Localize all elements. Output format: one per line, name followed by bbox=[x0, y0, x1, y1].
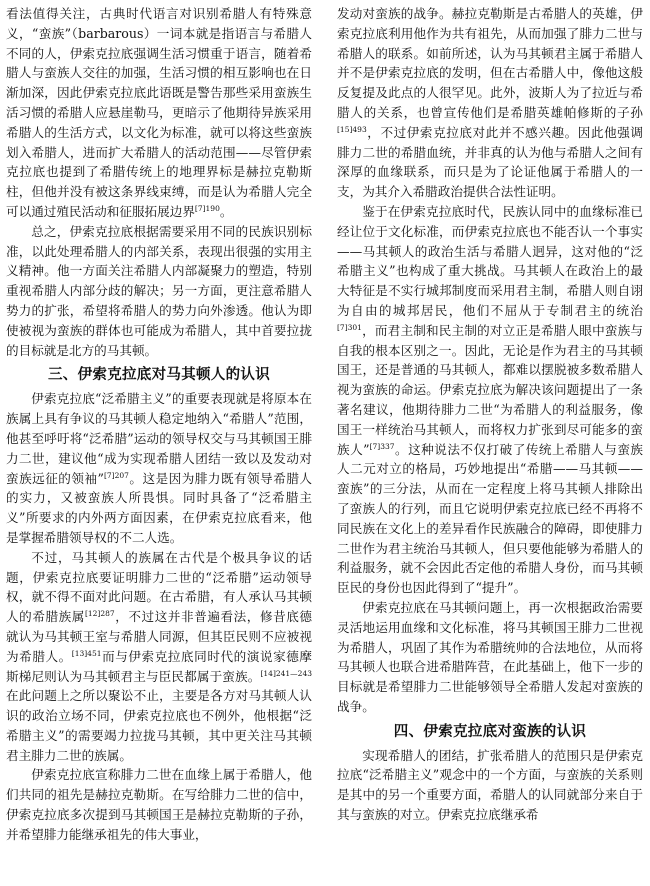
citation: [7]337 bbox=[369, 441, 395, 451]
citation: [15]493 bbox=[337, 124, 367, 134]
right-column bbox=[337, 4, 643, 825]
paragraph: 看法值得关注，古典时代语言对识别希腊人有特殊意义，“蛮族”（barbarous）一词本就是指语言与希腊人不同的人，伊索克拉底强调生活习惯重于语言，随着希腊人与蛮族人交往的加强，生活习惯的相互影响也在日渐加深，因此伊索克拉底此语既是警告那些采用蛮族生活习惯的希腊人应悬崖勒马，更暗示了他期待异族采用希腊人的生活方式，以文化为标准，就可以将这些蛮族划入希腊人，进而扩大希腊人的活动范围——尽管伊索克拉底也提到了希腊传统上的地理界标是赫拉克勒斯柱，但他并没有被这条界线束缚，而是认为希腊人完全可以通过殖民活动和征服拓展边界$^{[7]190}$。 bbox=[6, 6, 312, 219]
citation: [7]301 bbox=[337, 322, 362, 332]
paragraph: 总之，伊索克拉底根据需要采用不同的民族识别标准，以此处理希腊人的内部关系，表现出很强的实用主义精神。他一方面关注希腊人内部凝聚力的塑造，特别重视希腊人内部分歧的解决；另一方面，更注意希腊人势力的扩张，希望将希腊人的势力向外渗透。他认为即使被视为蛮族的群体也可能成为希腊人，其中首要拉拢的目标就是北方的马其顿。 bbox=[6, 223, 312, 358]
section-heading: 四、伊索克拉底对蛮族的认识 bbox=[393, 723, 587, 740]
citation: [7]190 bbox=[194, 203, 220, 213]
paragraph: 伊索克拉底“泛希腊主义”的重要表现就是将原本在族属上具有争议的马其顿人稳定地纳入“希腊人”范围，他甚至呼吁将“泛希腊”运动的领导权交与马其顿国王腓力二世，建议他“成为实现希腊人团结一致以及发动对蛮族远征的领袖”$^{[7]207}$。这是因为腓力既有领导希腊人的实力，又被蛮族人所畏惧。同时具备了“泛希腊主义”所要求的内外两方面因素，在伊索克拉底看来，他是掌握希腊领导权的不二人选。 bbox=[6, 391, 313, 545]
citation: [14]241—243 bbox=[260, 668, 312, 678]
paragraph: 鉴于在伊索克拉底时代，民族认同中的血缘标准已经让位于文化标准，而伊索克拉底也不能否认一个事实——马其顿人的政治生活与希腊人迥异，这对他的“泛希腊主义”也构成了重大挑战。马其顿人在政治上的最大特征是不实行城邦制度而采用君主制，希腊人则自诩为自由的城邦居民，他们不屈从于专制君主的统治$^{[7]301}$，而君主制和民主制的对立正是希腊人眼中蛮族与自我的根本区别之一。因此，无论是作为君主的马其顿国王，还是普通的马其顿人，都难以摆脱被多数希腊人视为蛮族的命运。伊索克拉底为解决该问题提出了一条著名建议，他期待腓力二世“为希腊人的利益服务，像国王一样统治马其顿人，而将权力扩张到尽可能多的蛮族人”$^{[7]337}$。这种说法不仅打破了传统上希腊人与蛮族人二元对立的格局，巧妙地提出“希腊——马其顿——蛮族”的三分法，从而在一定程度上将马其顿人排除出了蛮族人的行列，而且它说明伊索克拉底已经不再将不同民族在文化上的差异看作民族融合的障碍，即使腓力二世作为君主统治马其顿人，但只要他能够为希腊人的利益服务，就不会因此否定他的希腊人身份，而马其顿臣民的身份也因此得到了“提升”。 bbox=[337, 203, 643, 596]
citation: [7]207 bbox=[103, 470, 129, 480]
citation: [12]287 bbox=[84, 609, 115, 619]
paragraph: 发动对蛮族的战争。赫拉克勒斯是古希腊人的英雄，伊索克拉底利用他作为共有祖先，从而加强了腓力二世与希腊人的联系。如前所述，认为马其顿君主属于希腊人并不是伊索克拉底的发明，但在古希腊人中，像他这般反复提及此点的人很罕见。此外，波斯人为了拉近与希腊人的关系，也曾宣传他们是希腊英雄帕修斯的子孙$^{[15]493}$，不过伊索克拉底对此并不感兴趣。因此他强调腓力二世的希腊血统，并非真的认为他与希腊人之间有深厚的血缘联系，而只是为了论证他属于希腊人的一支，为其介入希腊政治提供合法性证明。 bbox=[337, 6, 643, 200]
paragraph: 伊索克拉底在马其顿问题上，再一次根据政治需要灵活地运用血缘和文化标准，将马其顿国王腓力二世视为希腊人，巩固了其作为希腊统帅的合法地位，从而将马其顿人也联合进希腊阵营，在此基础上，他下一步的目标就是希望腓力二世能够领导全希腊人发起对蛮族的战争。 bbox=[337, 599, 643, 714]
paragraph: 伊索克拉底宣称腓力二世在血缘上属于希腊人，他们共同的祖先是赫拉克勒斯。在写给腓力二世的信中，伊索克拉底多次提到马其顿国王是赫拉克勒斯的子孙，并希望腓力能继承祖先的伟大事业， bbox=[6, 767, 312, 842]
left-column bbox=[6, 4, 312, 845]
paragraph: 不过，马其顿人的族属在古代是个极具争议的话题，伊索克拉底要证明腓力二世的“泛希腊”运动领导权，就不得不面对此问题。在古希腊，有人承认马其顿人的希腊族属$^{[12]287}$，不过这并非普遍看法，修昔底德就认为马其顿王室与希腊人同源，但其臣民则不应被视为希腊人。$^{[13]451}$而与伊索克拉底同时代的演说家德摩斯梯尼则认为马其顿君主与臣民都属于蛮族。$^{[14]241—243}$在此问题上之所以聚讼不止，主要是各方对马其顿人认识的政治立场不同，伊索克拉底也不例外，他根据“泛希腊主义”的需要竭力拉拢马其顿，其中更关注马其顿君主腓力二世的族属。 bbox=[6, 549, 312, 763]
citation: [13]451 bbox=[71, 648, 102, 658]
section-heading: 三、伊索克拉底对马其顿人的认识 bbox=[48, 367, 270, 384]
paragraph: 实现希腊人的团结，扩张希腊人的范围只是伊索克拉底“泛希腊主义”观念中的一个方面，与蛮族的关系则是其中的另一个重要方面，希腊人的认同就部分来自于其与蛮族的对立。伊索克拉底继承希 bbox=[337, 747, 643, 823]
